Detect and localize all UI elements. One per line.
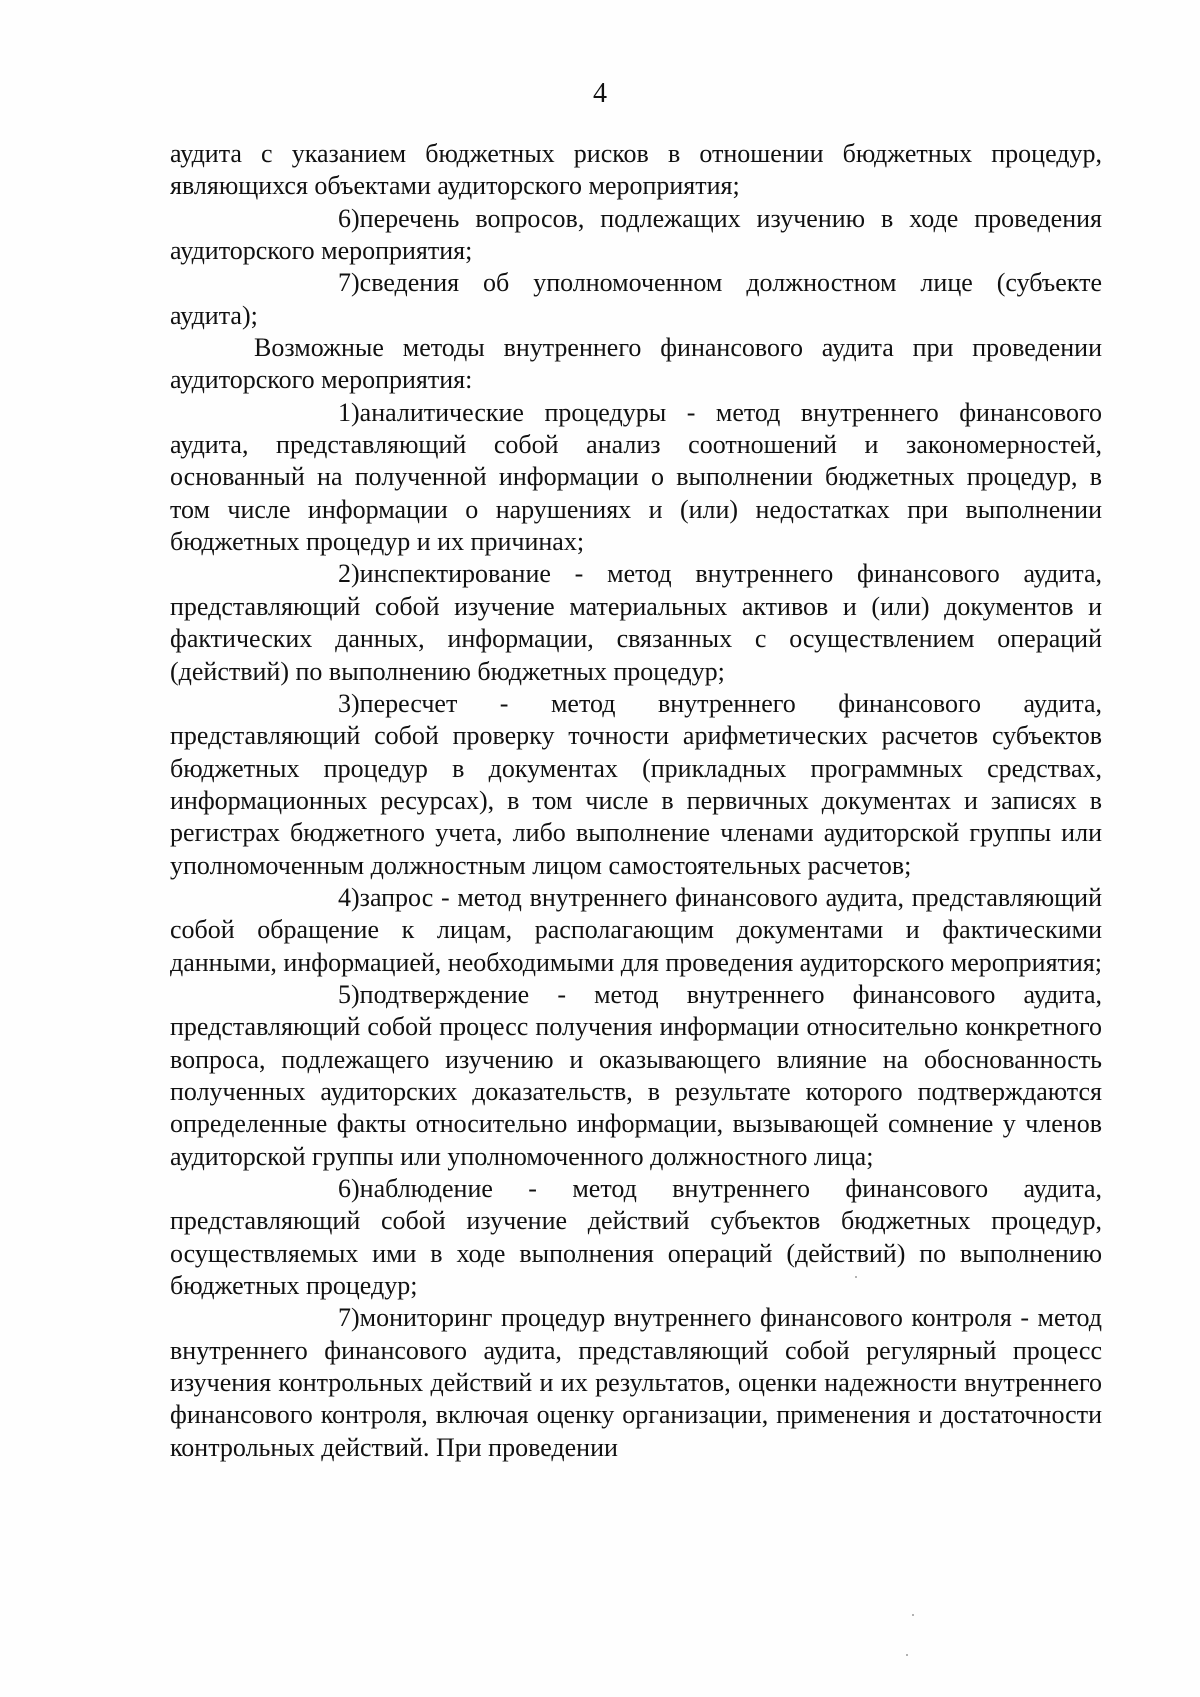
item-number: 1) (338, 397, 360, 427)
page-number: 4 (593, 78, 607, 109)
item-number: 4) (338, 882, 360, 912)
item-text: мониторинг процедур внутреннего финансового контроля - метод внутреннего финансового аудита, представляющий собой регулярный процесс изучения контрольных действий и их результатов, оценки надежности внутреннего финансового контроля, включая оценку организации, применения и достаточности контрольных действий. При проведении (170, 1303, 1102, 1462)
list-item (170, 1302, 1102, 1464)
item-text: перечень вопросов, подлежащих изучению в ходе проведения аудиторского мероприятия; (170, 203, 1102, 266)
item-number: 5) (338, 979, 360, 1009)
paragraph (170, 138, 1102, 203)
item-number: 7) (338, 1303, 360, 1333)
item-text: сведения об уполномоченном должностном лице (субъекте аудита); (170, 268, 1102, 330)
item-text: наблюдение - метод внутреннего финансового аудита, представляющий собой изучение действий субъектов бюджетных процедур, осуществляемых ими в ходе выполнения операций (действий) по выполнению бюджетных процедур; (170, 1174, 1102, 1301)
list-item (170, 267, 1102, 332)
list-item (170, 203, 1102, 268)
list-item (170, 558, 1102, 687)
item-text: инспектирование - метод внутреннего финансового аудита, представляющий собой изучение материальных активов и (или) документов и фактических данных, информации, связанных с осуществлением операций (действий) по выполнению бюджетных процедур; (170, 559, 1102, 686)
item-number: 7) (338, 268, 360, 298)
list-item (170, 882, 1102, 979)
item-number: 2) (338, 559, 360, 589)
paragraph-text: Возможные методы внутреннего финансового аудита при проведении аудиторского мероприятия: (170, 333, 1102, 395)
item-text: пересчет - метод внутреннего финансового аудита, представляющий собой проверку точности арифметических расчетов субъектов бюджетных процедур в документах (прикладных программных средствах, информационных ресурсах), в том числе в первичных документах и записях в регистрах бюджетного учета, либо выполнение членами аудиторской группы или уполномоченным должностным лицом самостоятельных расчетов; (170, 688, 1102, 880)
item-number: 6) (338, 1174, 360, 1203)
scan-speck (912, 1614, 914, 1616)
item-number: 6) (338, 203, 360, 233)
item-text: аналитические процедуры - метод внутреннего финансового аудита, представляющий собой анализ соотношений и закономерностей, основанный на полученной информации о выполнении бюджетных процедур, в том числе информации о нарушениях и (или) недостатках при выполнении бюджетных процедур и их причинах; (170, 397, 1102, 557)
list-item (170, 397, 1102, 559)
paragraph (170, 332, 1102, 397)
scan-speck (906, 1654, 908, 1656)
item-number: 3) (338, 688, 360, 718)
item-text: запрос - метод внутреннего финансового аудита, представляющий собой обращение к лицам, располагающим документами и фактическими данными, информацией, необходимыми для проведения аудиторского мероприятия; (170, 882, 1103, 977)
scan-speck (855, 1276, 857, 1278)
list-item (170, 979, 1102, 1173)
list-item (170, 688, 1102, 882)
list-item (170, 1173, 1102, 1302)
paragraph-text: аудита с указанием бюджетных рисков в отношении бюджетных процедур, являющихся объектами аудиторского мероприятия; (170, 139, 1102, 201)
item-text: подтверждение - метод внутреннего финансового аудита, представляющий собой процесс получения информации относительно конкретного вопроса, подлежащего изучению и оказывающего влияние на обоснованность полученных аудиторских доказательств, в результате которого подтверждаются определенные факты относительно информации, вызывающей сомнение у членов аудиторской группы или уполномоченного должностного лица; (170, 979, 1102, 1171)
document-body (170, 138, 1102, 1464)
